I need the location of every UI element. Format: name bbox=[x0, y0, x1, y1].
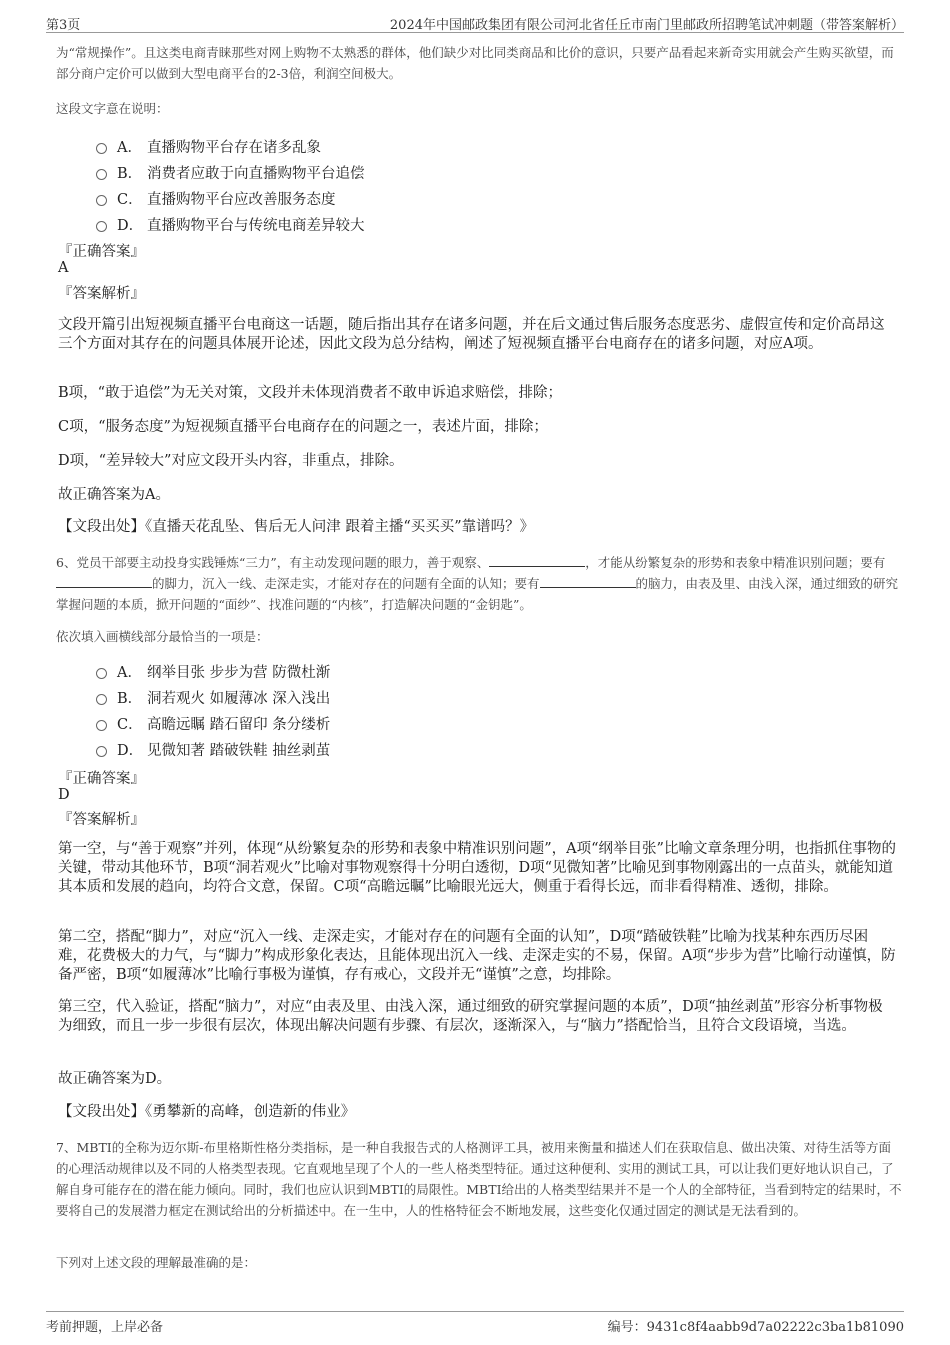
page-number: 第3页 bbox=[46, 18, 81, 33]
radio-icon[interactable] bbox=[96, 221, 107, 232]
radio-icon[interactable] bbox=[96, 195, 107, 206]
radio-icon[interactable] bbox=[96, 746, 107, 757]
q7-question: 下列对上述文段的理解最准确的是： bbox=[56, 1255, 257, 1270]
q5-answer: A bbox=[58, 260, 69, 276]
q5-option-d[interactable]: D． 直播购物平台与传统电商差异较大 bbox=[96, 211, 796, 237]
blank-2[interactable] bbox=[56, 575, 152, 588]
q5-source: 【文段出处】《直播天花乱坠、售后无人问津 跟着主播“买买买”靠谱吗？》 bbox=[58, 519, 535, 535]
radio-icon[interactable] bbox=[96, 694, 107, 705]
document-title: 2024年中国邮政集团有限公司河北省任丘市南门里邮政所招聘笔试冲刺题（带答案解析） bbox=[389, 18, 904, 33]
q5-analysis-d: D项，“差异较大”对应文段开头内容，非重点，排除。 bbox=[58, 453, 404, 469]
q6-answer-label: 『正确答案』 bbox=[58, 771, 145, 787]
q6-analysis-label: 『答案解析』 bbox=[58, 812, 145, 828]
q6-conclusion: 故正确答案为D。 bbox=[58, 1071, 172, 1087]
q5-option-b[interactable]: B． 消费者应敢于向直播购物平台追偿 bbox=[96, 159, 796, 185]
q5-analysis-label: 『答案解析』 bbox=[58, 286, 145, 302]
q6-source: 【文段出处】《勇攀新的高峰，创造新的伟业》 bbox=[58, 1104, 356, 1120]
blank-3[interactable] bbox=[540, 575, 636, 588]
q6-stem: 6、党员干部要主动投身实践锤炼“三力”，有主动发现问题的眼力，善于观察、 ，才能从纷繁复杂的形势和表象中精准识别问题；要有的脚力，沉入一线、走深走实，才能对存在的问题有全面的认知；要有 的脑力，由表及里、由浅入深，通过细致的研究掌握问题的本质，掀开问题的“面纱”、找准问题的“内核”，打造解决问题的“金钥匙”。 bbox=[56, 555, 899, 612]
document-id: 编号：9431c8f4aabb9d7a02222c3ba1b81090 bbox=[607, 1320, 904, 1335]
q5-options bbox=[96, 133, 796, 237]
radio-icon[interactable] bbox=[96, 668, 107, 679]
q6-option-d[interactable]: D． 见微知著 踏破铁鞋 抽丝剥茧 bbox=[96, 736, 796, 762]
q6-answer: D bbox=[58, 787, 70, 803]
q6-analysis-blank3: 第三空，代入验证，搭配“脑力”，对应“由表及里、由浅入深，通过细致的研究掌握问题的本质”，D项“抽丝剥茧”形容分析事物极为细致，而且一步一步很有层次，体现出解决问题有步骤、有层次，逐渐深入，与“脑力”搭配恰当，且符合文段语境，当选。 bbox=[58, 999, 883, 1034]
q5-analysis-c: C项，“服务态度”为短视频直播平台电商存在的问题之一，表述片面，排除； bbox=[58, 419, 548, 435]
q5-analysis-b: B项，“敢于追偿”为无关对策，文段并未体现消费者不敢申诉追求赔偿，排除； bbox=[58, 385, 562, 401]
q6-question: 依次填入画横线部分最恰当的一项是： bbox=[56, 629, 269, 644]
page-header bbox=[46, 10, 904, 33]
radio-icon[interactable] bbox=[96, 169, 107, 180]
q6-options bbox=[96, 658, 796, 762]
q5-answer-label: 『正确答案』 bbox=[58, 244, 145, 260]
q6-option-b[interactable]: B． 洞若观火 如履薄冰 深入浅出 bbox=[96, 684, 796, 710]
q6-option-a[interactable]: A． 纲举目张 步步为营 防微杜渐 bbox=[96, 658, 796, 684]
q5-analysis-main: 文段开篇引出短视频直播平台电商这一话题，随后指出其存在诸多问题，并在后文通过售后服务态度恶劣、虚假宣传和定价高昂这三个方面对其存在的问题具体展开论述，因此文段为总分结构，阐述了短视频直播平台电商存在的诸多问题，对应A项。 bbox=[58, 317, 885, 352]
page-footer bbox=[46, 1311, 904, 1338]
radio-icon[interactable] bbox=[96, 720, 107, 731]
radio-icon[interactable] bbox=[96, 143, 107, 154]
q6-analysis-blank1: 第一空，与“善于观察”并列，体现“从纷繁复杂的形势和表象中精准识别问题”，A项“纲举目张”比喻文章条理分明，也指抓住事物的关键，带动其他环节，B项“洞若观火”比喻对事物观察得十分明白透彻，D项“见微知著”比喻见到事物刚露出的一点苗头，就能知道其本质和发展的趋向，均符合文意，保留。C项“高瞻远瞩”比喻眼光远大，侧重于看得长远，而非看得精准、透彻，排除。 bbox=[58, 841, 896, 895]
footer-slogan: 考前押题，上岸必备 bbox=[46, 1320, 164, 1335]
q6-analysis-blank2: 第二空，搭配“脚力”，对应“沉入一线、走深走实，才能对存在的问题有全面的认知”，D项“踏破铁鞋”比喻为找某种东西历尽困难，花费极大的力气，与“脚力”构成形象化表达，且能体现出沉入一线、走深走实的不易，保留。A项“步步为营”比喻行动谨慎，防备严密，B项“如履薄冰”比喻行事极为谨慎，存有戒心，文段并无“谨慎”之意，均排除。 bbox=[58, 929, 896, 983]
blank-1[interactable] bbox=[489, 554, 585, 567]
q5-option-c[interactable]: C． 直播购物平台应改善服务态度 bbox=[96, 185, 796, 211]
q5-conclusion: 故正确答案为A。 bbox=[58, 487, 170, 503]
q5-question: 这段文字意在说明： bbox=[56, 101, 169, 116]
q7-stem: 7、MBTI的全称为迈尔斯-布里格斯性格分类指标，是一种自我报告式的人格测评工具，被用来衡量和描述人们在获取信息、做出决策、对待生活等方面的心理活动规律以及不同的人格类型表现。它直观地呈现了个人的一些人格类型特征。通过这种便利、实用的测试工具，可以让我们更好地认识自己，了解自身可能存在的潜在能力倾向。同时，我们也应认识到MBTI的局限性。MBTI给出的人格类型结果并不是一个人的全部特征，当看到特定的结果时，不要将自己的发展潜力框定在测试给出的分析描述中。在一生中，人的性格特征会不断地发展，这些变化仅通过固定的测试是无法看到的。 bbox=[56, 1140, 902, 1218]
q5-option-a[interactable]: A． 直播购物平台存在诸多乱象 bbox=[96, 133, 796, 159]
q5-passage-tail: 为“常规操作”。且这类电商青睐那些对网上购物不太熟悉的群体，他们缺少对比同类商品和比价的意识，只要产品看起来新奇实用就会产生购买欲望，而部分商户定价可以做到大型电商平台的2-3倍，利润空间极大。 bbox=[56, 45, 894, 81]
q6-option-c[interactable]: C． 高瞻远瞩 踏石留印 条分缕析 bbox=[96, 710, 796, 736]
